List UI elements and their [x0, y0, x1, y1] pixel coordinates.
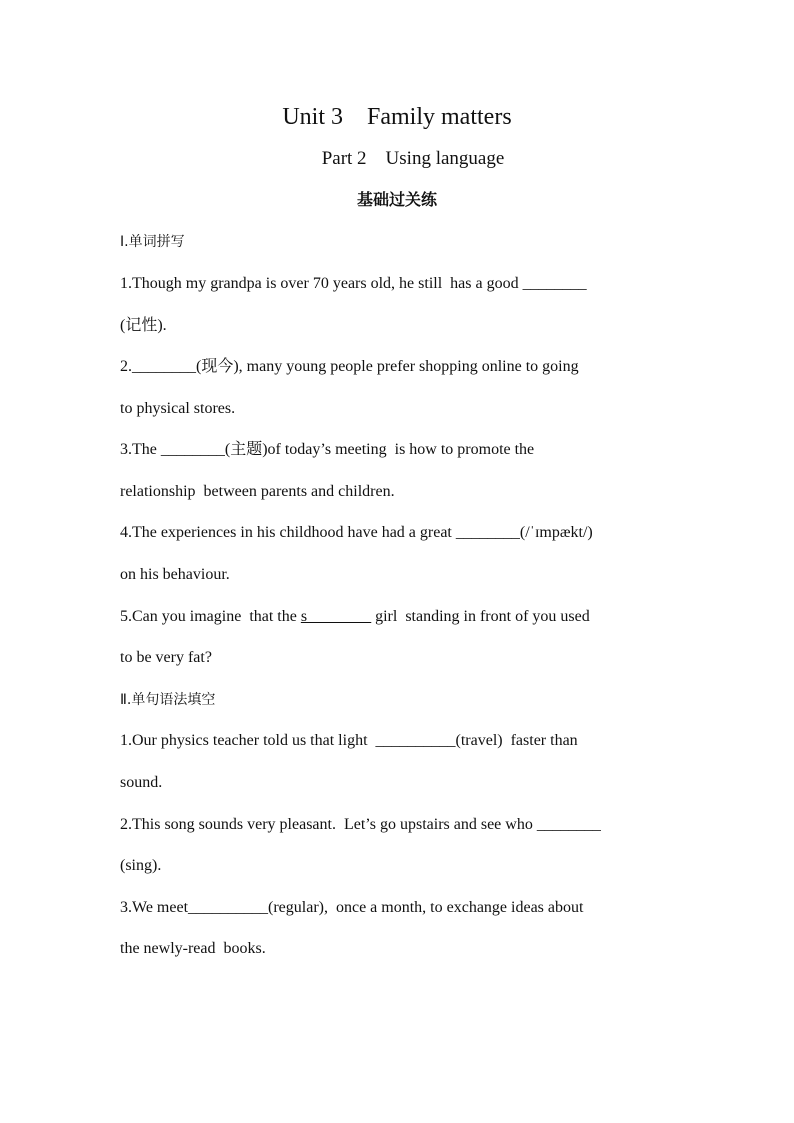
- s2-q1-line2: sound.: [120, 774, 163, 791]
- s2-q3-line1: 3.We meet__________(regular), once a month, to exchange ideas about: [120, 899, 584, 916]
- s2-q1-line1: 1.Our physics teacher told us that light __________(travel) faster than: [120, 732, 578, 749]
- s1-q5-text-after: girl standing in front of you used: [371, 608, 590, 625]
- section-2-label: Ⅱ.单句语法填空: [120, 692, 216, 708]
- document-title: Unit 3 Family matters: [282, 104, 512, 130]
- s2-q2-line1: 2.This song sounds very pleasant. Let’s go upstairs and see who ________: [120, 816, 601, 833]
- s1-q5-line2: to be very fat?: [120, 649, 212, 666]
- s1-q4-line1: 4.The experiences in his childhood have had a great ________(/ˈɪmpækt/): [120, 524, 593, 541]
- s1-q5-line1: [120, 606, 590, 628]
- s1-q5-blank: s________: [300, 608, 372, 625]
- s2-q3-line2: the newly-read books.: [120, 940, 266, 957]
- s1-q3-line1: 3.The ________(主题)of today’s meeting is how to promote the: [120, 441, 535, 458]
- section-heading: 基础过关练: [356, 190, 437, 209]
- section-1-label: Ⅰ.单词拼写: [120, 234, 185, 250]
- s2-q2-line2: (sing).: [120, 857, 162, 874]
- s1-q1-line2: (记性).: [120, 317, 167, 334]
- s1-q2-line2: to physical stores.: [120, 400, 236, 417]
- s1-q1-line1: 1.Though my grandpa is over 70 years old, he still has a good ________: [120, 275, 587, 292]
- s1-q2-line1: 2.________(现今), many young people prefer shopping online to going: [120, 358, 579, 375]
- s1-q5-text-before: 5.Can you imagine that the: [120, 608, 301, 625]
- document-subtitle: Part 2 Using language: [321, 148, 505, 169]
- s1-q3-line2: relationship between parents and children.: [120, 483, 395, 500]
- s1-q4-line2: on his behaviour.: [120, 566, 230, 583]
